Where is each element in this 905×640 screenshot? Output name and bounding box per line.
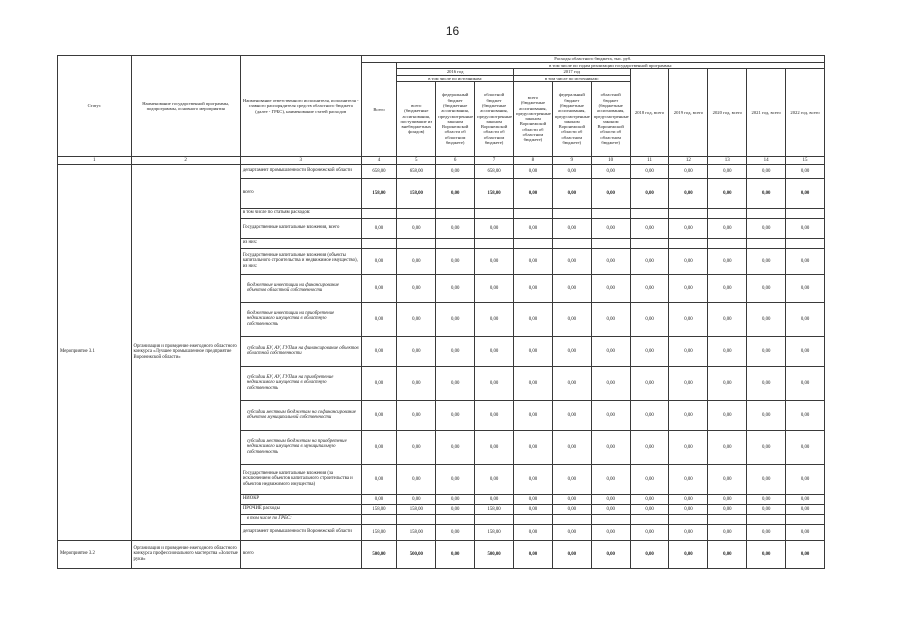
- amount-cell: 0,00: [397, 400, 436, 430]
- empty-cell: [747, 208, 786, 218]
- amount-cell: 158,00: [361, 504, 397, 514]
- amount-cell: 0,00: [630, 366, 669, 400]
- amount-cell: 0,00: [630, 218, 669, 238]
- amount-cell: 0,00: [786, 218, 825, 238]
- expense-item-label: ПРОЧИЕ расходы: [240, 504, 361, 514]
- empty-cell: [630, 238, 669, 248]
- amount-cell: 0,00: [361, 400, 397, 430]
- column-number: 15: [786, 156, 825, 164]
- header-2017-federal: федеральный бюджет (бюджетные ассигнования, предусмотренные законом Воронежской области об областном бюджете): [552, 81, 591, 156]
- amount-cell: 0,00: [708, 366, 747, 400]
- amount-cell: 500,00: [397, 540, 436, 568]
- amount-cell: 0,00: [708, 248, 747, 274]
- amount-cell: 0,00: [747, 540, 786, 568]
- empty-cell: [513, 208, 552, 218]
- amount-cell: 0,00: [591, 248, 630, 274]
- amount-cell: 0,00: [397, 248, 436, 274]
- amount-cell: 0,00: [361, 494, 397, 504]
- amount-cell: 0,00: [475, 494, 514, 504]
- amount-cell: 0,00: [708, 302, 747, 336]
- amount-cell: 0,00: [552, 248, 591, 274]
- amount-cell: 0,00: [747, 274, 786, 302]
- amount-cell: 0,00: [747, 336, 786, 366]
- empty-cell: [361, 208, 397, 218]
- empty-cell: [786, 208, 825, 218]
- amount-cell: 0,00: [397, 336, 436, 366]
- amount-cell: 0,00: [786, 248, 825, 274]
- page-number: 16: [445, 24, 460, 38]
- amount-cell: 0,00: [475, 248, 514, 274]
- header-year-2020: 2020 год, всего: [708, 69, 747, 157]
- amount-cell: 658,00: [361, 164, 397, 178]
- amount-cell: 0,00: [669, 218, 708, 238]
- amount-cell: 0,00: [669, 524, 708, 540]
- amount-cell: 0,00: [786, 400, 825, 430]
- empty-cell: [436, 238, 475, 248]
- amount-cell: 0,00: [669, 504, 708, 514]
- amount-cell: 0,00: [397, 302, 436, 336]
- amount-cell: 0,00: [591, 400, 630, 430]
- amount-cell: 0,00: [552, 430, 591, 464]
- amount-cell: 0,00: [630, 464, 669, 494]
- amount-cell: 0,00: [786, 274, 825, 302]
- amount-cell: 0,00: [513, 400, 552, 430]
- empty-cell: [708, 514, 747, 524]
- amount-cell: 0,00: [591, 524, 630, 540]
- amount-cell: 0,00: [552, 540, 591, 568]
- amount-cell: 0,00: [361, 464, 397, 494]
- amount-cell: 0,00: [708, 336, 747, 366]
- amount-cell: 0,00: [436, 494, 475, 504]
- measure-status: Мероприятие 3.2: [58, 540, 132, 568]
- amount-cell: 0,00: [708, 430, 747, 464]
- amount-cell: 0,00: [747, 400, 786, 430]
- amount-cell: 0,00: [630, 540, 669, 568]
- header-year-2016: 2016 год: [397, 69, 514, 75]
- expense-item-label: бюджетные инвестиции на финансирование объектов областной собственности: [240, 274, 361, 302]
- column-number: 13: [708, 156, 747, 164]
- expense-item-label: Государственные капитальные вложения (за исключением объектов капитального строительства и объектов недвижимого имущества): [240, 464, 361, 494]
- column-number: 1: [58, 156, 132, 164]
- header-year-2018: 2018 год, всего: [630, 69, 669, 157]
- empty-cell: [361, 238, 397, 248]
- amount-cell: 0,00: [708, 464, 747, 494]
- amount-cell: 500,00: [361, 540, 397, 568]
- amount-cell: 0,00: [747, 366, 786, 400]
- amount-cell: 0,00: [397, 494, 436, 504]
- empty-cell: [669, 238, 708, 248]
- amount-cell: 0,00: [708, 178, 747, 208]
- header-incl-2017: в том числе по источникам:: [513, 75, 630, 81]
- expense-item-label: департамент промышленности Воронежской области: [240, 524, 361, 540]
- amount-cell: 0,00: [513, 218, 552, 238]
- table-row: [58, 540, 825, 568]
- amount-cell: 658,00: [397, 164, 436, 178]
- amount-cell: 0,00: [669, 248, 708, 274]
- amount-cell: 0,00: [552, 218, 591, 238]
- amount-cell: 0,00: [591, 464, 630, 494]
- amount-cell: 0,00: [552, 302, 591, 336]
- column-number: 7: [475, 156, 514, 164]
- amount-cell: 0,00: [397, 274, 436, 302]
- amount-cell: 0,00: [475, 400, 514, 430]
- expense-item-label: в том числе по статьям расходов:: [240, 208, 361, 218]
- expense-item-label: всего: [240, 540, 361, 568]
- empty-cell: [591, 238, 630, 248]
- amount-cell: 0,00: [591, 430, 630, 464]
- amount-cell: 0,00: [591, 274, 630, 302]
- empty-cell: [630, 514, 669, 524]
- amount-cell: 0,00: [786, 504, 825, 514]
- amount-cell: 0,00: [361, 248, 397, 274]
- empty-cell: [513, 238, 552, 248]
- header-year-2021: 2021 год, всего: [747, 69, 786, 157]
- header-total: Всего: [361, 63, 397, 157]
- amount-cell: 158,00: [475, 504, 514, 514]
- expense-item-label: из них:: [240, 238, 361, 248]
- column-number: 14: [747, 156, 786, 164]
- amount-cell: 0,00: [591, 504, 630, 514]
- expense-item-label: НИОКР: [240, 494, 361, 504]
- amount-cell: 158,00: [397, 504, 436, 514]
- amount-cell: 0,00: [513, 164, 552, 178]
- amount-cell: 0,00: [630, 302, 669, 336]
- empty-cell: [397, 208, 436, 218]
- empty-cell: [786, 238, 825, 248]
- amount-cell: 0,00: [436, 336, 475, 366]
- amount-cell: 0,00: [786, 494, 825, 504]
- empty-cell: [436, 208, 475, 218]
- amount-cell: 0,00: [708, 494, 747, 504]
- amount-cell: 0,00: [552, 336, 591, 366]
- amount-cell: 0,00: [591, 336, 630, 366]
- column-number: 11: [630, 156, 669, 164]
- amount-cell: 0,00: [669, 164, 708, 178]
- amount-cell: 0,00: [786, 164, 825, 178]
- amount-cell: 158,00: [361, 524, 397, 540]
- amount-cell: 0,00: [630, 274, 669, 302]
- header-2016-total: всего (бюджетные ассигнования, поступившие из внебюджетных фондов): [397, 81, 436, 156]
- amount-cell: 0,00: [552, 524, 591, 540]
- amount-cell: 0,00: [436, 302, 475, 336]
- amount-cell: 0,00: [669, 430, 708, 464]
- expense-item-label: в том числе по ГРБС:: [240, 514, 361, 524]
- empty-cell: [397, 238, 436, 248]
- budget-table-body: [58, 156, 825, 568]
- amount-cell: 0,00: [669, 336, 708, 366]
- amount-cell: 0,00: [361, 366, 397, 400]
- header-2016-regional: областной бюджет (бюджетные ассигнования, предусмотренные законом Воронежской области об областном бюджете): [475, 81, 514, 156]
- amount-cell: 0,00: [591, 540, 630, 568]
- amount-cell: 0,00: [630, 430, 669, 464]
- amount-cell: 0,00: [397, 366, 436, 400]
- amount-cell: 0,00: [786, 302, 825, 336]
- amount-cell: 0,00: [397, 218, 436, 238]
- amount-cell: 0,00: [669, 178, 708, 208]
- measure-name: Организация и проведение ежегодного областного конкурса профессионального мастерства «Золотые руки»: [131, 540, 240, 568]
- empty-cell: [708, 208, 747, 218]
- expense-item-label: субсидии местным бюджетам на софинансирование объектов муниципальной собственности: [240, 400, 361, 430]
- amount-cell: 0,00: [747, 464, 786, 494]
- expense-item-label: департамент промышленности Воронежской области: [240, 164, 361, 178]
- amount-cell: 0,00: [552, 400, 591, 430]
- amount-cell: 0,00: [436, 524, 475, 540]
- amount-cell: 0,00: [591, 302, 630, 336]
- amount-cell: 0,00: [747, 178, 786, 208]
- empty-cell: [591, 514, 630, 524]
- column-number: 4: [361, 156, 397, 164]
- amount-cell: 0,00: [513, 366, 552, 400]
- amount-cell: 0,00: [436, 366, 475, 400]
- amount-cell: 0,00: [436, 504, 475, 514]
- header-responsible: Наименование ответственного исполнителя, исполнителя - главного распорядителя средств областного бюджета (далее - ГРБС), наименование статей расходов: [240, 56, 361, 157]
- header-year-2022: 2022 год, всего: [786, 69, 825, 157]
- amount-cell: 0,00: [436, 464, 475, 494]
- amount-cell: 0,00: [513, 178, 552, 208]
- amount-cell: 0,00: [630, 248, 669, 274]
- amount-cell: 0,00: [630, 336, 669, 366]
- amount-cell: 0,00: [475, 464, 514, 494]
- amount-cell: 0,00: [552, 494, 591, 504]
- amount-cell: 0,00: [630, 178, 669, 208]
- amount-cell: 0,00: [669, 400, 708, 430]
- amount-cell: 0,00: [436, 540, 475, 568]
- empty-cell: [436, 514, 475, 524]
- amount-cell: 0,00: [552, 464, 591, 494]
- amount-cell: 0,00: [747, 494, 786, 504]
- column-number: 3: [240, 156, 361, 164]
- amount-cell: 158,00: [475, 178, 514, 208]
- amount-cell: 0,00: [747, 164, 786, 178]
- empty-cell: [747, 514, 786, 524]
- expense-item-label: всего: [240, 178, 361, 208]
- column-number-row: [58, 156, 825, 164]
- amount-cell: 0,00: [669, 274, 708, 302]
- amount-cell: 0,00: [513, 524, 552, 540]
- amount-cell: 0,00: [361, 218, 397, 238]
- amount-cell: 0,00: [436, 218, 475, 238]
- measure-name: Организация и проведение ежегодного областного конкурса «Лучшее промышленное предприятие Воронежской области»: [131, 164, 240, 540]
- amount-cell: 0,00: [591, 366, 630, 400]
- amount-cell: 0,00: [475, 302, 514, 336]
- empty-cell: [630, 208, 669, 218]
- amount-cell: 0,00: [591, 178, 630, 208]
- amount-cell: 500,00: [475, 540, 514, 568]
- empty-cell: [786, 514, 825, 524]
- amount-cell: 0,00: [747, 218, 786, 238]
- amount-cell: 0,00: [436, 274, 475, 302]
- amount-cell: 0,00: [669, 302, 708, 336]
- amount-cell: 0,00: [513, 494, 552, 504]
- amount-cell: 0,00: [708, 164, 747, 178]
- amount-cell: 0,00: [786, 464, 825, 494]
- amount-cell: 0,00: [436, 400, 475, 430]
- expense-item-label: бюджетные инвестиции на приобретение недвижимого имущества в областную собственность: [240, 302, 361, 336]
- amount-cell: 0,00: [552, 274, 591, 302]
- amount-cell: 0,00: [513, 336, 552, 366]
- amount-cell: 158,00: [397, 178, 436, 208]
- amount-cell: 0,00: [552, 178, 591, 208]
- empty-cell: [552, 208, 591, 218]
- amount-cell: 0,00: [786, 540, 825, 568]
- amount-cell: 0,00: [552, 504, 591, 514]
- amount-cell: 0,00: [630, 504, 669, 514]
- column-number: 5: [397, 156, 436, 164]
- amount-cell: 0,00: [708, 400, 747, 430]
- amount-cell: 0,00: [397, 430, 436, 464]
- empty-cell: [397, 514, 436, 524]
- column-number: 12: [669, 156, 708, 164]
- amount-cell: 0,00: [669, 540, 708, 568]
- amount-cell: 0,00: [591, 218, 630, 238]
- amount-cell: 0,00: [591, 494, 630, 504]
- amount-cell: 0,00: [630, 524, 669, 540]
- amount-cell: 0,00: [669, 366, 708, 400]
- amount-cell: 0,00: [747, 248, 786, 274]
- amount-cell: 0,00: [708, 218, 747, 238]
- amount-cell: 0,00: [475, 336, 514, 366]
- amount-cell: 0,00: [513, 274, 552, 302]
- amount-cell: 0,00: [747, 430, 786, 464]
- empty-cell: [669, 208, 708, 218]
- header-2016-federal: федеральный бюджет (бюджетные ассигнования, предусмотренные законом Воронежской области об областном бюджете): [436, 81, 475, 156]
- amount-cell: 0,00: [786, 366, 825, 400]
- empty-cell: [552, 514, 591, 524]
- amount-cell: 0,00: [786, 178, 825, 208]
- expense-item-label: субсидии БУ, АУ, ГУПам на приобретение недвижимого имущества в областную собственность: [240, 366, 361, 400]
- amount-cell: 158,00: [397, 524, 436, 540]
- amount-cell: 0,00: [475, 430, 514, 464]
- amount-cell: 0,00: [513, 302, 552, 336]
- amount-cell: 0,00: [708, 274, 747, 302]
- empty-cell: [475, 514, 514, 524]
- empty-cell: [552, 238, 591, 248]
- column-number: 8: [513, 156, 552, 164]
- expense-item-label: Государственные капитальные вложения, всего: [240, 218, 361, 238]
- header-incl-2016: в том числе по источникам:: [397, 75, 514, 81]
- column-number: 2: [131, 156, 240, 164]
- amount-cell: 0,00: [397, 464, 436, 494]
- header-year-2017: 2017 год: [513, 69, 630, 75]
- amount-cell: 0,00: [475, 218, 514, 238]
- amount-cell: 0,00: [747, 302, 786, 336]
- measure-status: Мероприятие 3.1: [58, 164, 132, 540]
- empty-cell: [708, 238, 747, 248]
- amount-cell: 0,00: [669, 464, 708, 494]
- amount-cell: 0,00: [630, 400, 669, 430]
- header-status: Статус: [58, 56, 132, 157]
- amount-cell: 658,00: [475, 164, 514, 178]
- amount-cell: 0,00: [513, 504, 552, 514]
- amount-cell: 0,00: [436, 178, 475, 208]
- amount-cell: 0,00: [361, 302, 397, 336]
- column-number: 10: [591, 156, 630, 164]
- amount-cell: 0,00: [513, 540, 552, 568]
- amount-cell: 0,00: [436, 248, 475, 274]
- empty-cell: [513, 514, 552, 524]
- amount-cell: 0,00: [513, 248, 552, 274]
- empty-cell: [591, 208, 630, 218]
- amount-cell: 0,00: [361, 336, 397, 366]
- header-year-2019: 2019 год, всего: [669, 69, 708, 157]
- empty-cell: [669, 514, 708, 524]
- amount-cell: 0,00: [708, 540, 747, 568]
- amount-cell: 0,00: [513, 430, 552, 464]
- header-2017-regional: областной бюджет (бюджетные ассигнования, предусмотренные законом Воронежской области об областном бюджете): [591, 81, 630, 156]
- expense-item-label: субсидии местным бюджетам на приобретение недвижимого имущества в муниципальную собственность: [240, 430, 361, 464]
- amount-cell: 0,00: [747, 524, 786, 540]
- amount-cell: 0,00: [436, 430, 475, 464]
- header-expenses-title: Расходы областного бюджета, тыс. руб.: [361, 56, 824, 63]
- amount-cell: 0,00: [786, 430, 825, 464]
- empty-cell: [361, 514, 397, 524]
- amount-cell: 0,00: [513, 464, 552, 494]
- column-number: 6: [436, 156, 475, 164]
- empty-cell: [475, 238, 514, 248]
- amount-cell: 0,00: [361, 430, 397, 464]
- header-years-sub: в том числе по годам реализации государственной программы:: [397, 63, 825, 69]
- amount-cell: 0,00: [552, 164, 591, 178]
- amount-cell: 0,00: [475, 366, 514, 400]
- amount-cell: 0,00: [786, 524, 825, 540]
- expense-item-label: субсидии БУ, АУ, ГУПам на финансирование объектов областной собственности: [240, 336, 361, 366]
- amount-cell: 0,00: [786, 336, 825, 366]
- amount-cell: 158,00: [361, 178, 397, 208]
- amount-cell: 0,00: [630, 494, 669, 504]
- amount-cell: 0,00: [708, 504, 747, 514]
- expense-item-label: Государственные капитальные вложения (объекты капитального строительства и недвижимое имущество), из них:: [240, 248, 361, 274]
- amount-cell: 0,00: [669, 494, 708, 504]
- empty-cell: [747, 238, 786, 248]
- amount-cell: 0,00: [630, 164, 669, 178]
- column-number: 9: [552, 156, 591, 164]
- amount-cell: 0,00: [708, 524, 747, 540]
- amount-cell: 0,00: [591, 164, 630, 178]
- amount-cell: 0,00: [475, 274, 514, 302]
- empty-cell: [475, 208, 514, 218]
- amount-cell: 158,00: [475, 524, 514, 540]
- amount-cell: 0,00: [552, 366, 591, 400]
- budget-table: [57, 55, 825, 569]
- amount-cell: 0,00: [361, 274, 397, 302]
- amount-cell: 0,00: [436, 164, 475, 178]
- amount-cell: 0,00: [747, 504, 786, 514]
- header-program-name: Наименование государственной программы, подпрограммы, основного мероприятия: [131, 56, 240, 157]
- header-2017-total: всего (бюджетные ассигнования, предусмотренные законом Воронежской области об областном бюджете): [513, 81, 552, 156]
- table-row: [58, 164, 825, 178]
